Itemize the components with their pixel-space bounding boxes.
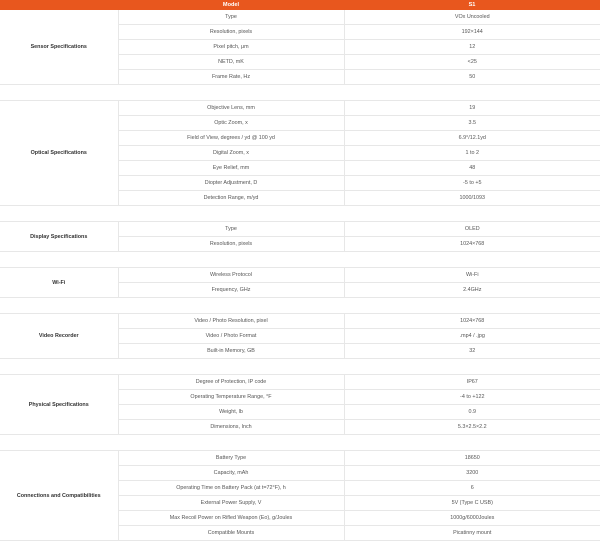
group-spacer [0,298,600,314]
header-empty-cell [0,0,118,10]
header-model-value: S1 [344,0,600,10]
spec-value: 50 [344,70,600,85]
spec-value: 32 [344,344,600,359]
spec-param: Operating Temperature Range, °F [118,390,344,405]
group-spacer [0,435,600,451]
spec-param: Digital Zoom, x [118,146,344,161]
spec-value: 1024×768 [344,314,600,329]
spec-param: Degree of Protection, IP code [118,375,344,390]
spec-value: 1000g/6000Joules [344,511,600,526]
spec-param: Field of View, degrees / yd @ 100 yd [118,131,344,146]
spec-value: 2.4GHz [344,283,600,298]
spec-value: -4 to +122 [344,390,600,405]
spec-param: Video / Photo Resolution, pixel [118,314,344,329]
spec-value: OLED [344,222,600,237]
spec-value: Wi-Fi [344,268,600,283]
spec-param: Resolution, pixels [118,237,344,252]
spacer-cell [0,359,600,375]
spec-row [0,10,600,25]
spec-value: <25 [344,55,600,70]
header-model-label: Model [118,0,344,10]
spec-param: Eye Relief, mm [118,161,344,176]
spec-value: 1024×768 [344,237,600,252]
spec-param: NETD, mK [118,55,344,70]
spacer-cell [0,206,600,222]
group-title: Display Specifications [0,222,118,252]
spec-param: Max Recoil Power on Rifled Weapon (Eo), g/Joules [118,511,344,526]
spec-param: Optic Zoom, x [118,116,344,131]
spec-param: Type [118,10,344,25]
spacer-cell [0,252,600,268]
spec-param: Diopter Adjustment, D [118,176,344,191]
group-title: Optical Specifications [0,101,118,206]
spec-value: .mp4 / .jpg [344,329,600,344]
group-spacer [0,252,600,268]
spec-param: Dimensions, Inch [118,420,344,435]
spec-value: 6.9°/12.1yd [344,131,600,146]
spec-param: Built-in Memory, GB [118,344,344,359]
spec-value: 192×144 [344,25,600,40]
spec-value: 3.5 [344,116,600,131]
spec-value: IP67 [344,375,600,390]
spec-value: 3200 [344,466,600,481]
spec-row [0,314,600,329]
spec-value: 5V (Type C USB) [344,496,600,511]
spec-param: Resolution, pixels [118,25,344,40]
group-spacer [0,206,600,222]
spec-param: Wireless Protocol [118,268,344,283]
spec-value: 19 [344,101,600,116]
group-title: Sensor Specifications [0,10,118,85]
spec-value: 12 [344,40,600,55]
spec-value: 0.9 [344,405,600,420]
group-title: Wi-Fi [0,268,118,298]
group-title: Video Recorder [0,314,118,359]
spec-body [0,10,600,541]
spec-param: Pixel pitch, μm [118,40,344,55]
spec-param: Compatible Mounts [118,526,344,541]
spec-value: 1 to 2 [344,146,600,161]
spec-row [0,222,600,237]
spec-param: Frequency, GHz [118,283,344,298]
group-spacer [0,359,600,375]
spec-value: 48 [344,161,600,176]
group-title: Physical Specifications [0,375,118,435]
spacer-cell [0,85,600,101]
spec-param: Objective Lens, mm [118,101,344,116]
spec-value: 18650 [344,451,600,466]
spec-param: External Power Supply, V [118,496,344,511]
spec-param: Battery Type [118,451,344,466]
spec-param: Frame Rate, Hz [118,70,344,85]
spec-value: 6 [344,481,600,496]
spec-param: Detection Range, m/yd [118,191,344,206]
spec-param: Operating Time on Battery Pack (at t=72°F), h [118,481,344,496]
spec-param: Capacity, mAh [118,466,344,481]
spec-param: Type [118,222,344,237]
spec-value: 5.3×2.5×2.2 [344,420,600,435]
spec-row [0,268,600,283]
spec-row [0,375,600,390]
spec-value: Picatinny mount [344,526,600,541]
spec-param: Weight, lb [118,405,344,420]
spec-row [0,451,600,466]
spec-param: Video / Photo Format [118,329,344,344]
group-spacer [0,85,600,101]
spacer-cell [0,298,600,314]
spec-value: -5 to +5 [344,176,600,191]
header-row [0,0,600,10]
spec-value: VOx Uncooled [344,10,600,25]
spec-value: 1000/1093 [344,191,600,206]
spec-row [0,101,600,116]
spacer-cell [0,435,600,451]
group-title: Connections and Compatibilities [0,451,118,541]
